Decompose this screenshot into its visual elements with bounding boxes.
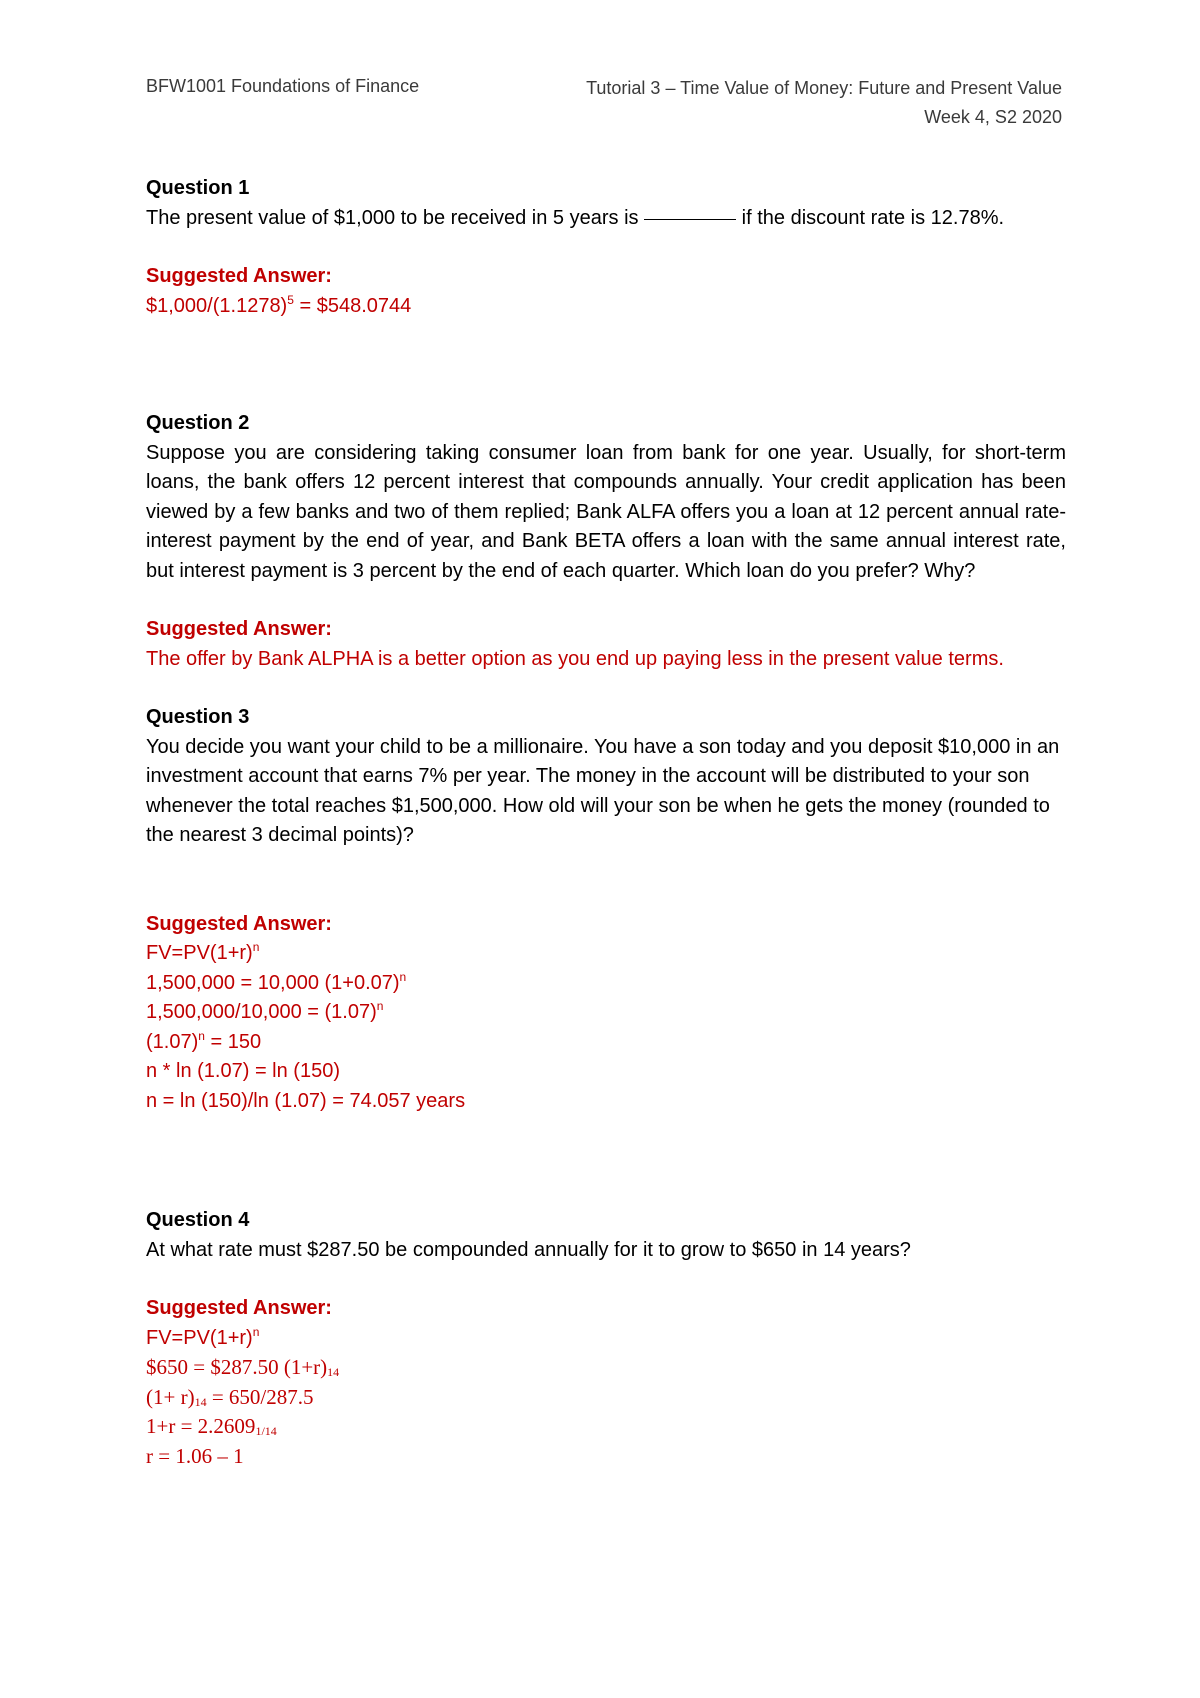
- question-2-answer-title: Suggested Answer:: [146, 618, 332, 640]
- question-3-answer-title: Suggested Answer:: [146, 912, 332, 935]
- question-1-answer-title: Suggested Answer:: [146, 265, 332, 287]
- q3-l1: FV=PV(1+r): [146, 942, 253, 964]
- question-2-title: Question 2: [146, 412, 250, 434]
- q4-l3-exp: 14: [194, 1394, 207, 1409]
- header-tutorial: Tutorial 3 – Time Value of Money: Future and Present Value: [586, 78, 1062, 98]
- question-1-text: [146, 204, 1066, 234]
- q3-l2-exp: n: [399, 969, 407, 984]
- question-1-text-before: The present value of $1,000 to be received in 5 years is: [146, 206, 639, 229]
- question-4-answer-title: Suggested Answer:: [146, 1297, 332, 1319]
- question-2-text: Suppose you are considering taking consumer loan from bank for one year. Usually, for short-term loans, the bank offers 12 percent interest that compounds annually. Your credit application has been viewed by a few banks and two of them replied; Bank ALFA offers you a loan at 12 percent annual rate-interest payment by the end of year, and Bank BETA offers a loan with the same annual interest rate, but interest payment is 3 percent by the end of each quarter. Which loan do you prefer? Why?: [146, 441, 1066, 582]
- question-4-text: At what rate must $287.50 be compounded annually for it to grow to $650 in 14 years?: [146, 1238, 911, 1261]
- q4-answer-line-1: [146, 1324, 1066, 1354]
- question-3-text: You decide you want your child to be a millionaire. You have a son today and you deposit $10,000 in an investment account that earns 7% per year. The money in the account will be distributed to your son whenever the total reaches $1,500,000. How old will your son be when he gets the money (rounded to the nearest 3 decimal points)?: [146, 735, 1060, 846]
- q4-answer-line-3: [146, 1383, 1066, 1413]
- q3-answer-line-5: n * ln (1.07) = ln (150): [146, 1060, 340, 1082]
- q4-answer-line-4: [146, 1412, 1066, 1442]
- q3-l1-exp: n: [252, 940, 260, 954]
- question-4-title: Question 4: [146, 1209, 250, 1231]
- q4-l3-rest: = 650/287.5: [206, 1384, 314, 1409]
- q1-answer-part: $1,000/(1.1278): [146, 294, 288, 317]
- question-1-text-after: if the discount rate is 12.78%.: [741, 206, 1005, 229]
- q3-l3-exp: n: [376, 999, 384, 1013]
- answer-blank: [644, 219, 736, 220]
- q4-l2: $650 = $287.50 (1+r): [146, 1355, 328, 1379]
- header-course: BFW1001 Foundations of Finance: [146, 76, 420, 96]
- q4-answer-line-5: r = 1.06 – 1: [146, 1443, 244, 1468]
- question-4: [146, 1206, 1066, 1471]
- q3-answer-line-4: [146, 1028, 1066, 1058]
- q3-l4-rest: = 150: [204, 1030, 262, 1053]
- question-2: [146, 409, 1066, 674]
- q3-l4: (1.07): [146, 1030, 199, 1053]
- q3-answer-line-1: [146, 939, 1066, 969]
- q4-l4: 1+r = 2.2609: [146, 1414, 256, 1438]
- question-1-title: Question 1: [146, 177, 250, 199]
- question-3-title: Question 3: [146, 706, 250, 728]
- question-3: [146, 703, 1066, 1116]
- document-body: [146, 174, 1066, 1471]
- q4-l2-exp: 14: [327, 1365, 340, 1379]
- question-1-answer: [146, 292, 1066, 322]
- q4-l4-exp: 1/14: [255, 1424, 277, 1438]
- q4-l1: FV=PV(1+r): [146, 1326, 253, 1349]
- q3-answer-line-3: [146, 998, 1066, 1028]
- header-week: Week 4, S2 2020: [924, 107, 1062, 127]
- q3-answer-line-6: n = ln (150)/ln (1.07) = 74.057 years: [146, 1089, 466, 1112]
- q3-l2: 1,500,000 = 10,000 (1+0.07): [146, 971, 400, 994]
- header-right: [586, 74, 1062, 132]
- q1-answer-exponent: 5: [287, 292, 294, 307]
- question-2-answer: The offer by Bank ALPHA is a better option as you end up paying less in the present value terms.: [146, 647, 1004, 670]
- q1-answer-result: = $548.0744: [293, 294, 412, 317]
- q3-l3: 1,500,000/10,000 = (1.07): [146, 1001, 377, 1023]
- q3-l4-exp: n: [198, 1028, 205, 1043]
- q4-l3: (1+ r): [146, 1384, 195, 1409]
- q4-answer-line-2: [146, 1353, 1066, 1383]
- q4-l1-exp: n: [252, 1324, 260, 1339]
- question-1: [146, 174, 1066, 321]
- q3-answer-line-2: [146, 969, 1066, 999]
